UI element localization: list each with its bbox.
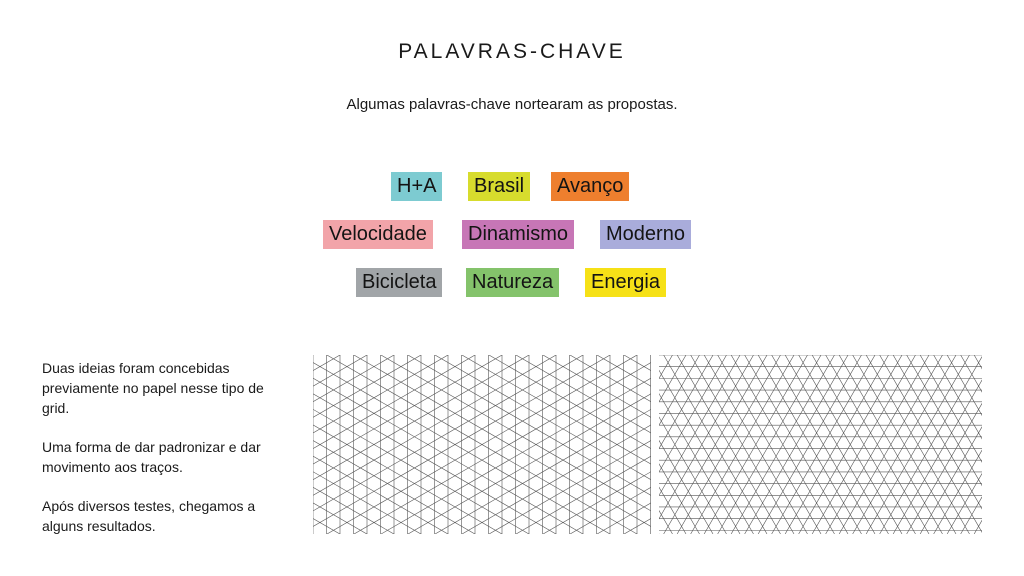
page-title: PALAVRAS-CHAVE xyxy=(398,40,626,63)
paragraph-grid-intro: Duas ideias foram concebidas previamente no papel nesse tipo de grid. xyxy=(42,360,264,416)
keyword-chip-bicicleta: Bicicleta xyxy=(356,268,442,297)
grid-line xyxy=(313,409,651,534)
grid-line xyxy=(313,378,651,534)
keyword-chip-h-a: H+A xyxy=(391,172,442,201)
keyword-chip-avanco: Avanço xyxy=(551,172,629,201)
grid-line xyxy=(313,425,651,534)
keyword-chip-energia: Energia xyxy=(585,268,666,297)
paragraph-results: Após diversos testes, chegamos a alguns resultados. xyxy=(42,498,256,534)
grid-line xyxy=(313,355,651,386)
paragraph-movement: Uma forma de dar padronizar e dar movimento aos traços. xyxy=(42,439,261,475)
grid-line xyxy=(313,355,651,449)
grid-line xyxy=(313,355,651,480)
grid-line xyxy=(313,503,651,534)
grid-line xyxy=(313,518,651,534)
grid-line xyxy=(313,355,651,402)
grid-line xyxy=(313,355,651,402)
grid-line xyxy=(313,503,651,534)
grid-line xyxy=(313,355,651,386)
keyword-chip-velocidade: Velocidade xyxy=(323,220,433,249)
grid-line xyxy=(313,472,651,534)
grid-line xyxy=(313,487,651,534)
grid-line xyxy=(313,487,651,534)
description-text xyxy=(42,358,282,555)
grid-line xyxy=(313,355,651,449)
grid-line xyxy=(313,355,651,417)
grid-line xyxy=(313,355,651,464)
keyword-chip-brasil: Brasil xyxy=(468,172,530,201)
isometric-grid-triangular xyxy=(659,355,982,534)
grid-line xyxy=(313,355,651,371)
grid-line xyxy=(313,472,651,534)
grid-line xyxy=(313,355,651,511)
isometric-grid-vertical xyxy=(313,355,651,534)
grid-line xyxy=(313,355,651,464)
keyword-chip-moderno: Moderno xyxy=(600,220,691,249)
grid-line xyxy=(313,378,651,534)
keyword-chip-natureza: Natureza xyxy=(466,268,559,297)
grid-line xyxy=(313,355,651,371)
grid-line xyxy=(313,355,651,511)
grid-line xyxy=(313,355,651,480)
grid-line xyxy=(313,355,651,417)
page-subtitle: Algumas palavras-chave nortearam as propostas. xyxy=(346,96,678,113)
keyword-chip-dinamismo: Dinamismo xyxy=(462,220,574,249)
grid-line xyxy=(313,409,651,534)
grid-line xyxy=(313,425,651,534)
grid-line xyxy=(313,518,651,534)
